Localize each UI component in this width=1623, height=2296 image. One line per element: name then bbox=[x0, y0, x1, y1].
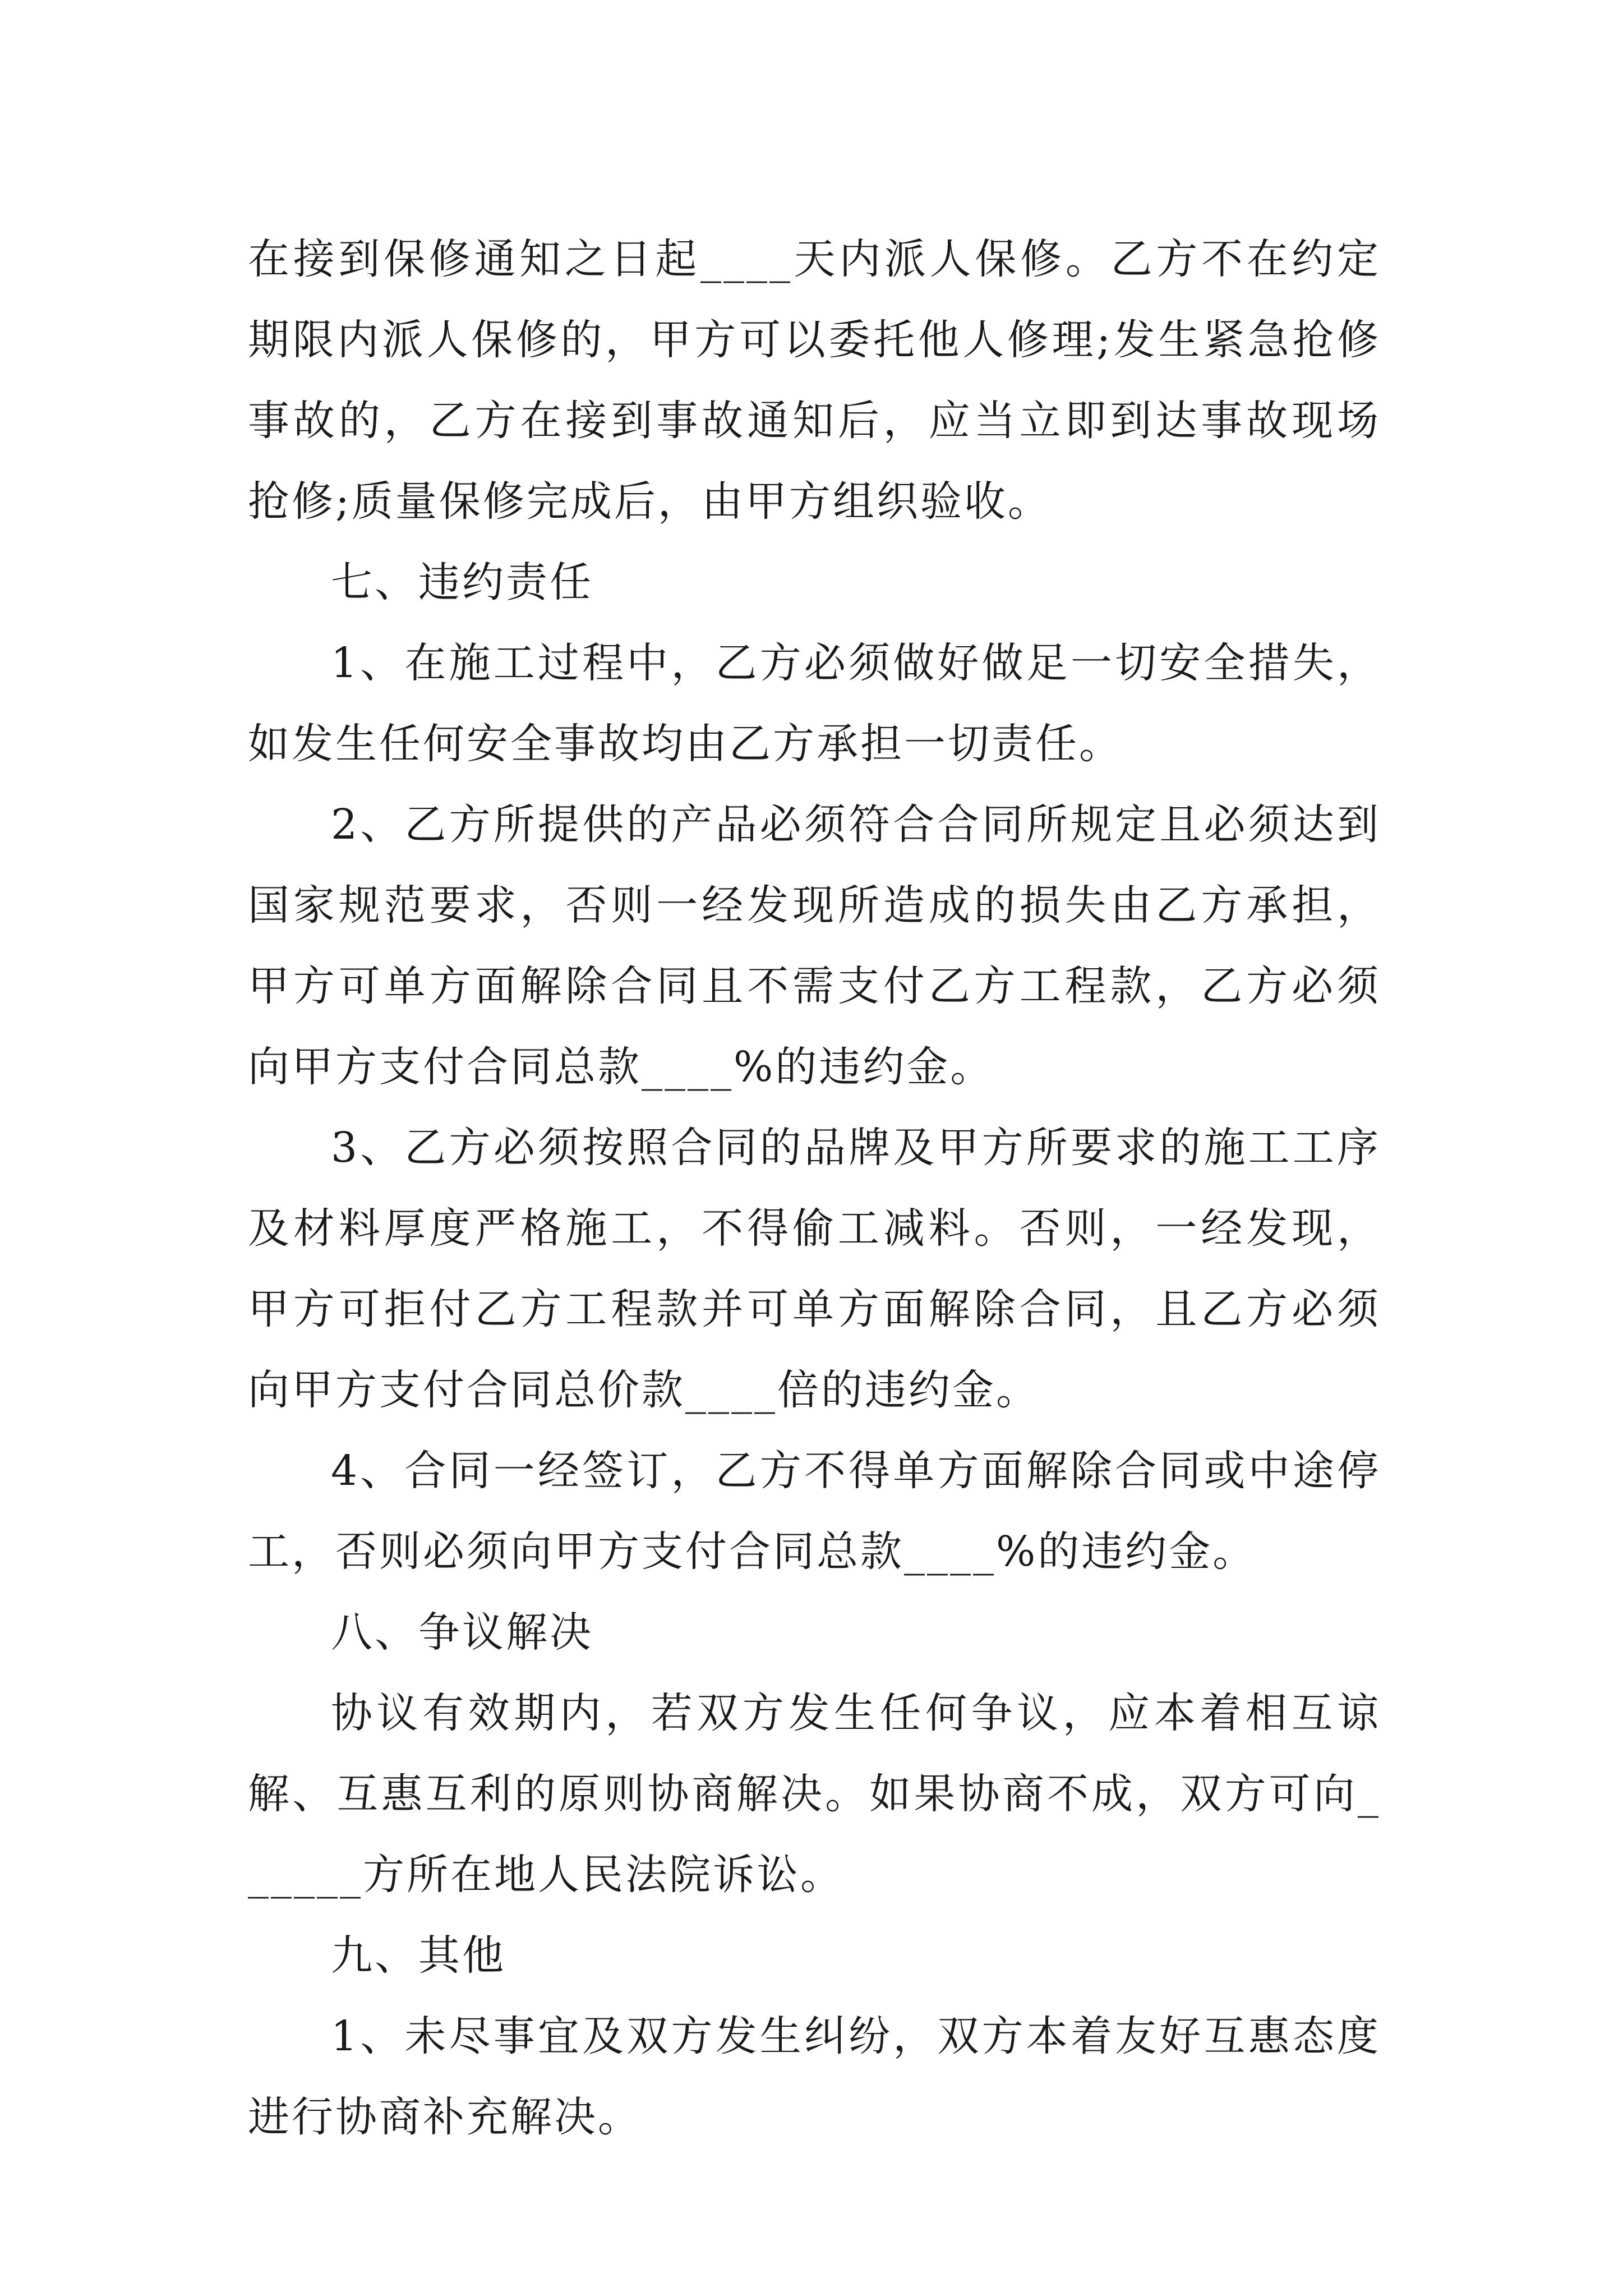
paragraph-dispute-terms: 协议有效期内，若双方发生任何争议，应本着相互谅解、互惠互利的原则协商解决。如果协商不成，双方可向______方所在地人民法院诉讼。 bbox=[248, 1689, 1381, 1899]
paragraph-clause-1-safety: 1、在施工过程中，乙方必须做好做足一切安全措失，如发生任何安全事故均由乙方承担一切责任。 bbox=[248, 639, 1381, 768]
paragraph-other-clause-1: 1、未尽事宜及双方发生纠纷，双方本着友好互惠态度进行协商补充解决。 bbox=[248, 2012, 1381, 2141]
document-body bbox=[248, 219, 1381, 2157]
heading-other: 九、其他 bbox=[331, 1931, 506, 1980]
heading-dispute-resolution: 八、争议解决 bbox=[331, 1608, 593, 1657]
paragraph-clause-4-termination: 4、合同一经签订，乙方不得单方面解除合同或中途停工，否则必须向甲方支付合同总款____%的违约金。 bbox=[248, 1447, 1381, 1576]
paragraph-clause-2-product-quality: 2、乙方所提供的产品必须符合合同所规定且必须达到国家规范要求，否则一经发现所造成的损失由乙方承担，甲方可单方面解除合同且不需支付乙方工程款，乙方必须向甲方支付合同总款____%的违约金。 bbox=[248, 800, 1381, 1091]
paragraph-clause-3-construction: 3、乙方必须按照合同的品牌及甲方所要求的施工工序及材料厚度严格施工，不得偷工减料。否则，一经发现，甲方可拒付乙方工程款并可单方面解除合同，且乙方必须向甲方支付合同总价款____倍的违约金。 bbox=[248, 1124, 1381, 1414]
paragraph-warranty-response: 在接到保修通知之日起____天内派人保修。乙方不在约定期限内派人保修的，甲方可以委托他人修理;发生紧急抢修事故的，乙方在接到事故通知后，应当立即到达事故现场抢修;质量保修完成后，由甲方组织验收。 bbox=[248, 235, 1381, 526]
heading-breach-liability: 七、违约责任 bbox=[331, 558, 593, 606]
